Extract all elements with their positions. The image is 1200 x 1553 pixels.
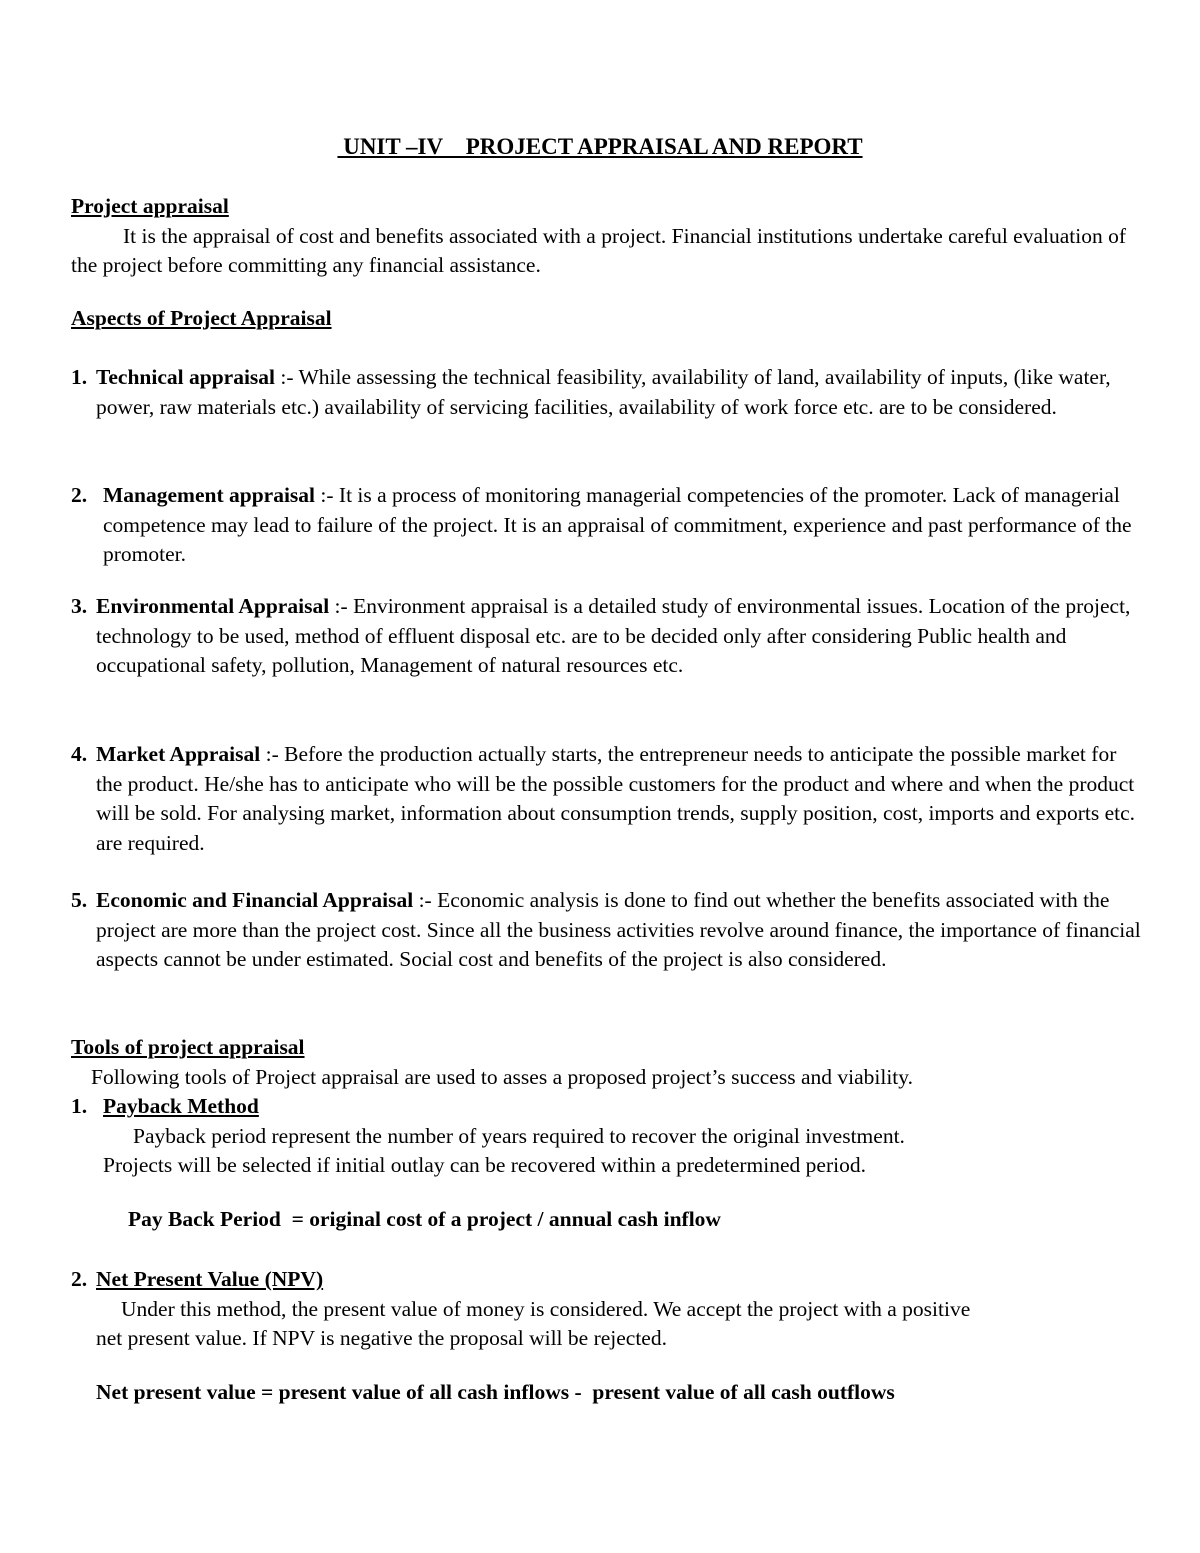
aspect-text: Before the production actually starts, the entrepreneur needs to anticipate the possible market for the product. He/she has to anticipate who will be the possible customers for the product and where and when the product will be sold. For analysing market, information about consumption trends, supply position, cost, imports and exports etc. are required. [96, 742, 1136, 855]
aspect-item-technical [71, 363, 1141, 422]
payback-line-2: Projects will be selected if initial outlay can be recovered within a predetermined period. [103, 1153, 866, 1177]
aspect-separator: :- [329, 594, 354, 618]
project-appraisal-body: It is the appraisal of cost and benefits associated with a project. Financial institutions undertake careful evaluation of the project before committing any financial assistance. [71, 223, 1127, 277]
aspect-text: Environment appraisal is a detailed study of environmental issues. Location of the project, technology to be used, method of effluent disposal etc. are to be decided only after considering Public health and occupational safety, pollution, Management of natural resources etc. [96, 594, 1131, 677]
aspect-label: Economic and Financial Appraisal [96, 888, 414, 912]
page-title: UNIT –IV PROJECT APPRAISAL AND REPORT [337, 134, 863, 159]
aspect-label: Market Appraisal [96, 742, 261, 766]
payback-line-1: Payback period represent the number of years required to recover the original investment. [133, 1123, 905, 1148]
npv-heading: Net Present Value (NPV) [96, 1267, 324, 1291]
payback-heading: Payback Method [103, 1094, 259, 1118]
aspect-text: It is a process of monitoring managerial competencies of the promoter. Lack of managerial competence may lead to failure of the project. It is an appraisal of commitment, experience and past performance of the promoter. [103, 483, 1132, 566]
tools-intro: Following tools of Project appraisal are used to asses a proposed project’s success and viability. [91, 1064, 913, 1089]
tools-heading: Tools of project appraisal [71, 1035, 305, 1059]
aspect-number: 3. [71, 594, 88, 618]
tools-section [71, 1033, 1141, 1092]
aspect-separator: :- [315, 483, 339, 507]
tool-number: 1. [71, 1094, 88, 1118]
aspect-number: 1. [71, 365, 88, 389]
aspect-text: Economic analysis is done to find out whether the benefits associated with the project are more than the project cost. Since all the business activities revolve around finance, the importance of financial aspects cannot be under estimated. Social cost and benefits of the project is also considered. [96, 888, 1141, 971]
aspect-item-management [71, 481, 1141, 570]
aspect-label: Environmental Appraisal [96, 594, 330, 618]
aspect-separator: :- [275, 365, 299, 389]
tool-npv [71, 1265, 1141, 1407]
aspect-label: Technical appraisal [96, 365, 276, 389]
tool-payback-method [71, 1092, 1141, 1234]
aspect-number: 2. [71, 483, 88, 507]
project-appraisal-section [71, 192, 1141, 281]
aspect-item-market [71, 740, 1141, 858]
aspect-text: While assessing the technical feasibility, availability of land, availability of inputs, (like water, power, raw materials etc.) availability of servicing facilities, availability of work force etc. are to be considered. [96, 365, 1111, 419]
project-appraisal-heading: Project appraisal [71, 194, 229, 218]
aspect-number: 4. [71, 742, 88, 766]
npv-line-2: net present value. If NPV is negative the proposal will be rejected. [96, 1326, 667, 1350]
tool-number: 2. [71, 1267, 88, 1291]
aspect-separator: :- [260, 742, 285, 766]
aspect-number: 5. [71, 888, 88, 912]
aspect-separator: :- [413, 888, 438, 912]
payback-formula: Pay Back Period = original cost of a project / annual cash inflow [128, 1206, 721, 1231]
aspects-heading: Aspects of Project Appraisal [71, 306, 332, 330]
npv-formula: Net present value = present value of all cash inflows - present value of all cash outflows [96, 1379, 895, 1404]
npv-line-1: Under this method, the present value of money is considered. We accept the project with a positive [121, 1296, 971, 1321]
aspect-label: Management appraisal [103, 483, 316, 507]
aspect-item-economic-financial [71, 886, 1141, 975]
aspect-item-environmental [71, 592, 1141, 681]
